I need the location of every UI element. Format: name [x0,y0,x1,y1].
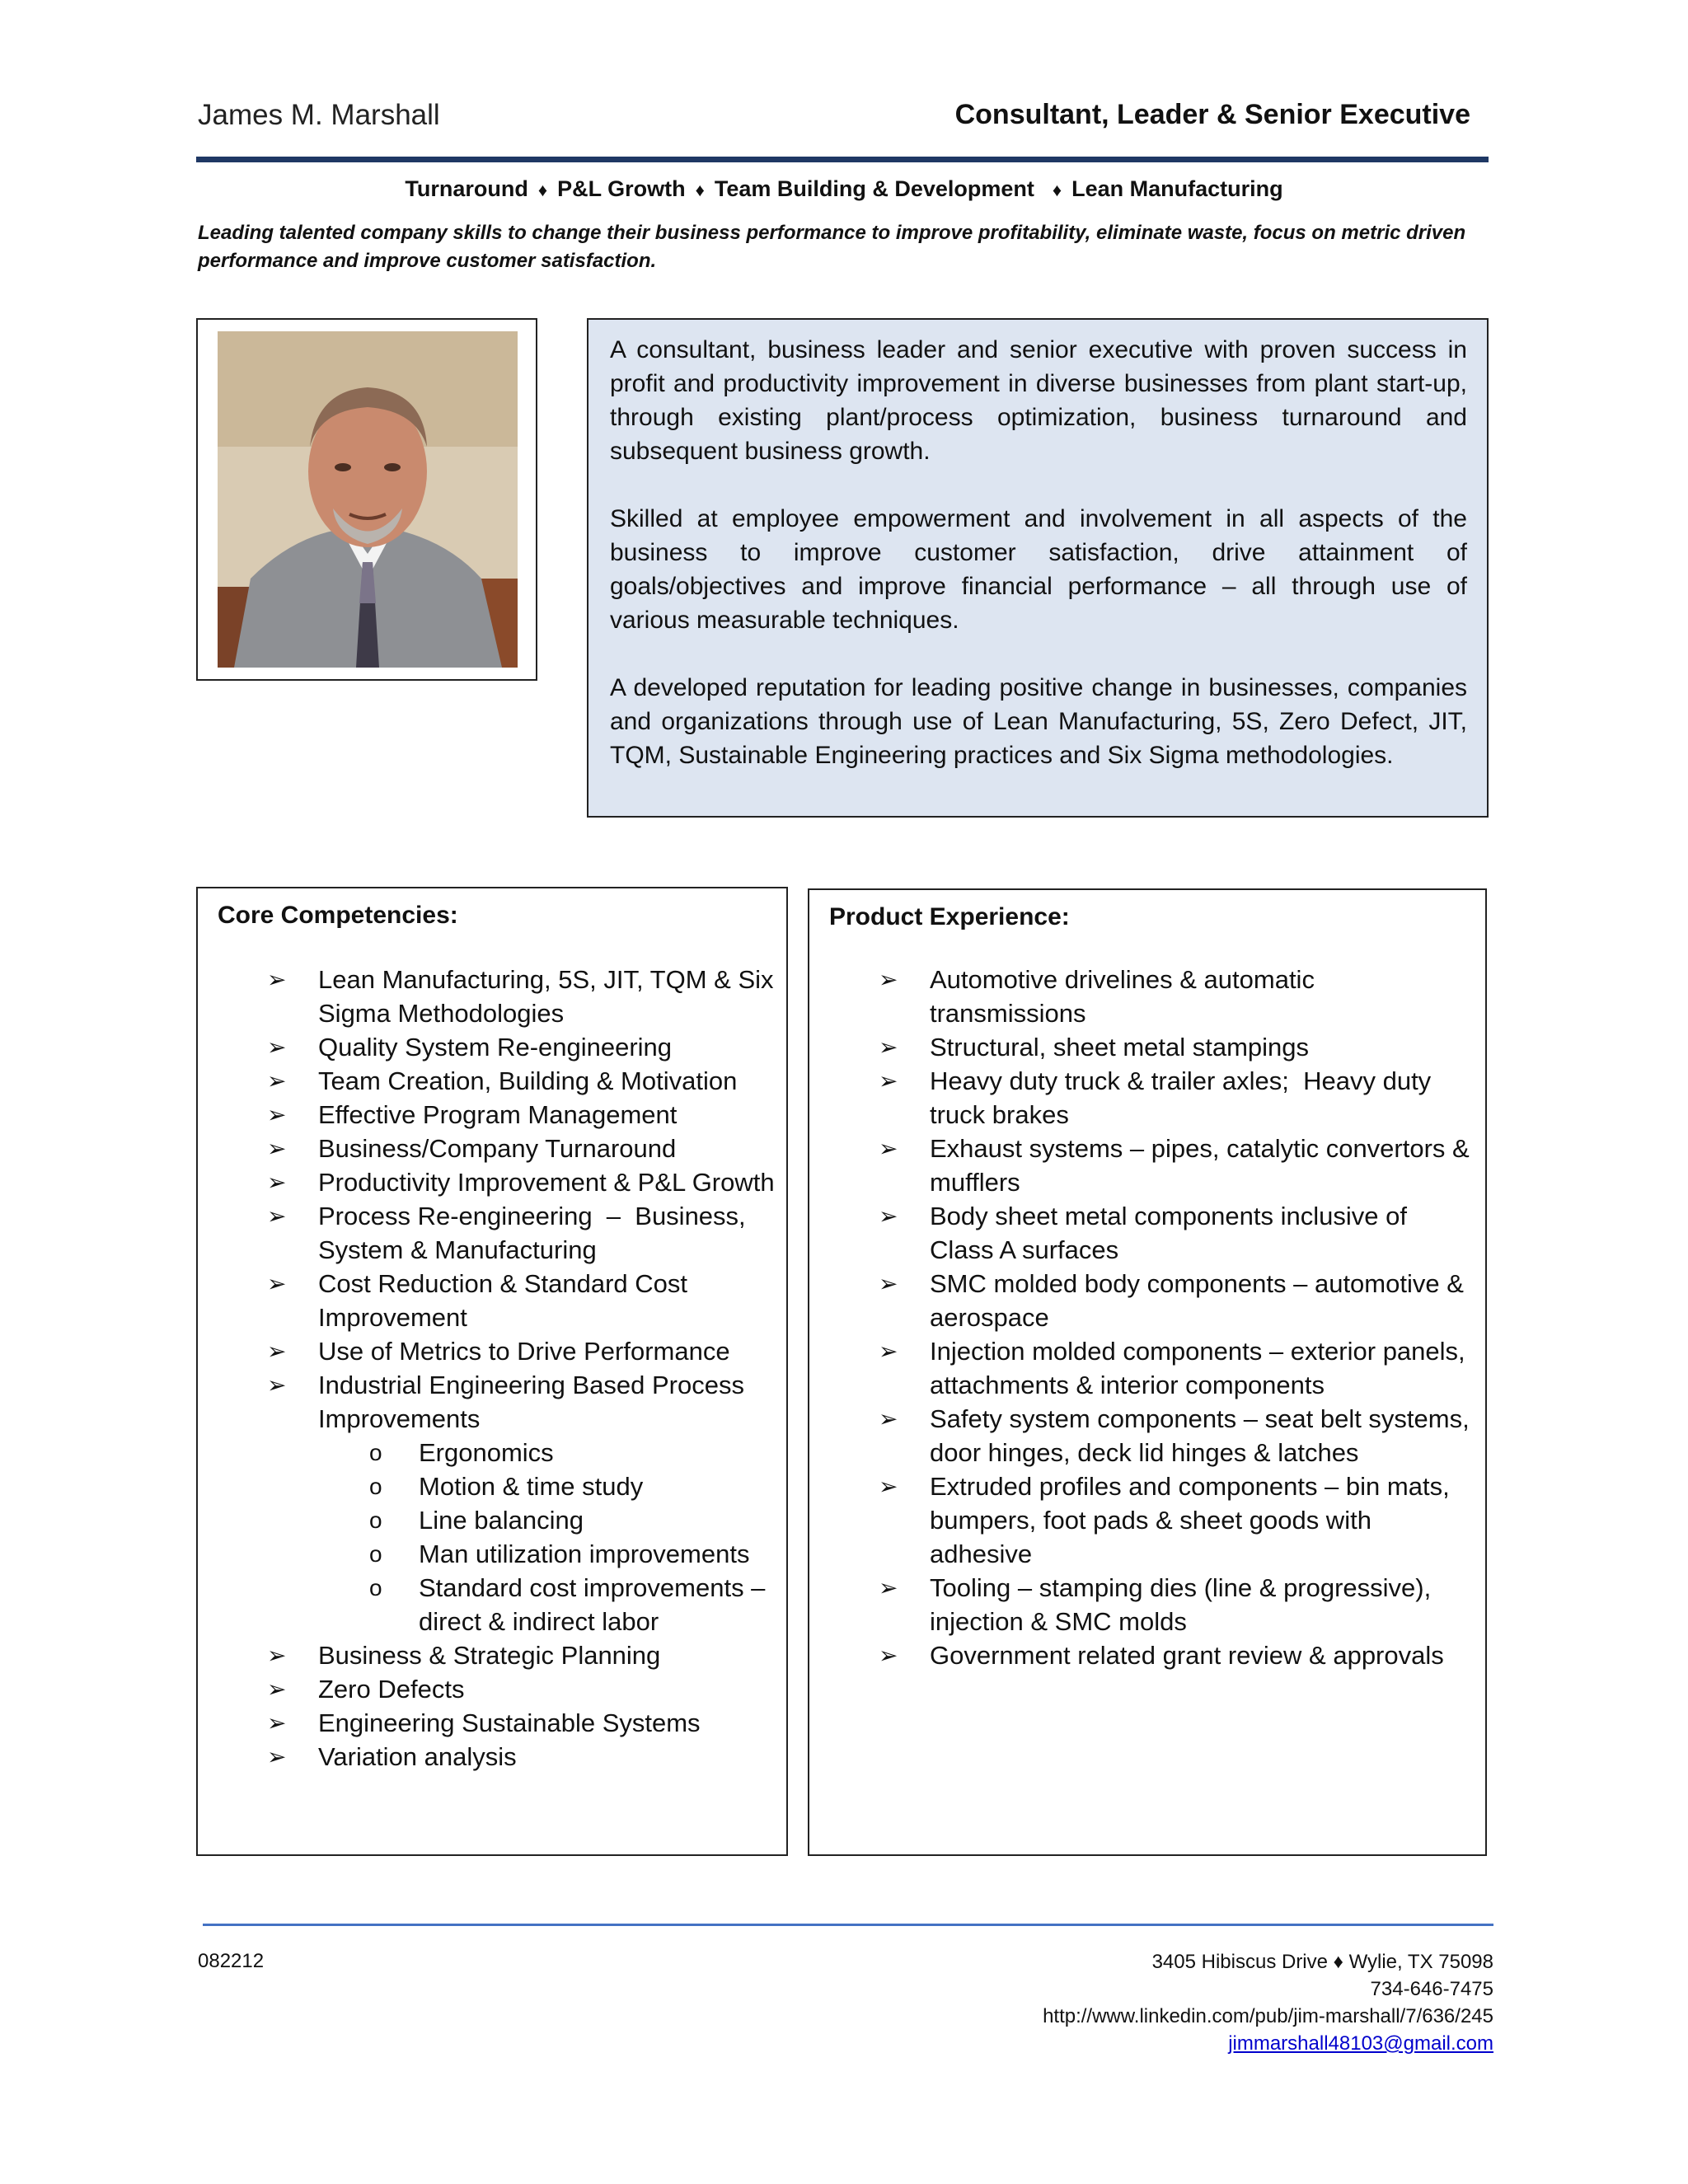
list-item: ➢ Cost Reduction & Standard Cost Improvement [267,1267,778,1334]
summary-paragraph: A consultant, business leader and senior executive with proven success in profit and productivity improvement in diverse businesses from plant start-up, through existing plant/process optimization, business turnaround and subsequent business growth. [610,336,1467,465]
ie-improvements-sublist [318,1436,778,1638]
arrowhead-bullet-icon: ➢ [879,967,898,992]
profile-photo [218,331,518,668]
arrowhead-bullet-icon: ➢ [879,1271,898,1296]
list-item: ➢ Extruded profiles and components – bin mats, bumpers, foot pads & sheet goods with adhesive [879,1469,1472,1571]
list-item: ➢ Engineering Sustainable Systems [267,1706,778,1740]
summary-paragraph: A developed reputation for leading positive change in businesses, companies and organizations through use of Lean Manufacturing, 5S, Zero Defect, JIT, TQM, Sustainable Engineering practices and Six Sigma methodologies. [610,674,1467,769]
list-item: ➢ Structural, sheet metal stampings [879,1030,1472,1064]
list-item: ➢ Heavy duty truck & trailer axles; Heavy duty truck brakes [879,1064,1472,1132]
phone-number: 734-646-7475 [1370,1978,1493,2000]
arrowhead-bullet-icon: ➢ [879,1575,898,1601]
sub-list-item: o Line balancing [368,1503,778,1537]
list-item: ➢ Lean Manufacturing, 5S, JIT, TQM & Six Sigma Methodologies [267,963,778,1030]
list-item: ➢ Safety system components – seat belt systems, door hinges, deck lid hinges & latches [879,1402,1472,1469]
core-competencies-heading: Core Competencies: [218,902,458,929]
arrowhead-bullet-icon: ➢ [879,1338,898,1364]
document-code: 082212 [198,1950,265,1972]
footer-divider [203,1924,1493,1926]
arrowhead-bullet-icon: ➢ [267,1643,287,1668]
arrowhead-bullet-icon: ➢ [267,1338,287,1364]
sub-list-item: o Man utilization improvements [368,1537,778,1571]
circle-bullet-icon: o [369,1440,382,1465]
linkedin-url: http://www.linkedin.com/pub/jim-marshall/7/636/245 [1043,2005,1493,2027]
list-item: ➢ Business & Strategic Planning [267,1638,778,1672]
arrowhead-bullet-icon: ➢ [267,1169,287,1195]
circle-bullet-icon: o [369,1507,382,1533]
list-item: ➢ Quality System Re-engineering [267,1030,778,1064]
core-competencies-section [196,887,788,1856]
diamond-separator-icon: ♦ [695,180,705,200]
diamond-separator-icon: ♦ [1052,180,1062,200]
list-item: ➢ Business/Company Turnaround [267,1132,778,1165]
list-item: ➢ Tooling – stamping dies (line & progressive), injection & SMC molds [879,1571,1472,1638]
professional-summary [587,318,1489,818]
sub-list-item: o Motion & time study [368,1469,778,1503]
list-item: ➢ Process Re-engineering – Business, System & Manufacturing [267,1199,778,1267]
sub-list-item: o Ergonomics [368,1436,778,1469]
tagline-item: P&L Growth [557,176,686,201]
circle-bullet-icon: o [369,1541,382,1567]
diamond-separator-icon: ♦ [537,180,548,200]
photo-frame [196,318,537,681]
list-item: ➢ Variation analysis [267,1740,778,1774]
arrowhead-bullet-icon: ➢ [879,1068,898,1094]
sub-list-item: o Standard cost improvements – direct & indirect labor [368,1571,778,1638]
list-item: ➢ Injection molded components – exterior panels, attachments & interior components [879,1334,1472,1402]
list-item: ➢ Team Creation, Building & Motivation [267,1064,778,1098]
circle-bullet-icon: o [369,1474,382,1499]
competencies-list [267,963,778,1774]
arrowhead-bullet-icon: ➢ [267,967,287,992]
arrowhead-bullet-icon: ➢ [879,1643,898,1668]
mission-statement: Leading talented company skills to change their business performance to improve profitability, eliminate waste, focus on metric driven performance and improve customer satisfaction. [198,222,1466,272]
list-item: ➢ Exhaust systems – pipes, catalytic convertors & mufflers [879,1132,1472,1199]
list-item: ➢ Body sheet metal components inclusive of Class A surfaces [879,1199,1472,1267]
list-item: ➢ Effective Program Management [267,1098,778,1132]
arrowhead-bullet-icon: ➢ [879,1203,898,1229]
product-experience-heading: Product Experience: [829,903,1070,930]
arrowhead-bullet-icon: ➢ [267,1744,287,1769]
arrowhead-bullet-icon: ➢ [879,1034,898,1060]
tagline-item: Turnaround [405,176,528,201]
tagline-item: Lean Manufacturing [1071,176,1283,201]
contact-info [1043,1948,1493,2057]
list-item: ➢ Automotive drivelines & automatic transmissions [879,963,1472,1030]
list-item: ➢ SMC molded body components – automotive & aerospace [879,1267,1472,1334]
arrowhead-bullet-icon: ➢ [267,1676,287,1702]
tagline-item: Team Building & Development [714,176,1034,201]
arrowhead-bullet-icon: ➢ [267,1034,287,1060]
arrowhead-bullet-icon: ➢ [267,1102,287,1127]
circle-bullet-icon: o [369,1575,382,1601]
arrowhead-bullet-icon: ➢ [267,1710,287,1736]
arrowhead-bullet-icon: ➢ [879,1474,898,1499]
arrowhead-bullet-icon: ➢ [267,1136,287,1161]
arrowhead-bullet-icon: ➢ [267,1068,287,1094]
header-divider [196,157,1489,162]
arrowhead-bullet-icon: ➢ [267,1203,287,1229]
list-item: ➢ Use of Metrics to Drive Performance [267,1334,778,1368]
arrowhead-bullet-icon: ➢ [267,1271,287,1296]
list-item: ➢ Industrial Engineering Based Process Improvements o Ergonomics o Motion & time study o Line balancing o Man utilization improvements o Standard cost improvements – direct & indirect labor [267,1368,778,1638]
product-experience-list [879,963,1472,1672]
arrowhead-bullet-icon: ➢ [879,1136,898,1161]
address: 3405 Hibiscus Drive ♦ Wylie, TX 75098 [1151,1951,1493,1973]
email-link[interactable]: jimmarshall48103@gmail.com [1228,2032,1493,2055]
list-item: ➢ Government related grant review & approvals [879,1638,1472,1672]
arrowhead-bullet-icon: ➢ [267,1372,287,1398]
summary-paragraph: Skilled at employee empowerment and involvement in all aspects of the business to improve customer satisfaction, drive attainment of goals/objectives and improve financial performance – all through use of various measurable techniques. [610,505,1467,634]
product-experience-section [808,888,1487,1856]
resume-title: Consultant, Leader & Senior Executive [954,99,1470,130]
portrait-icon [218,331,518,668]
tagline [0,176,1688,202]
resume-name: James M. Marshall [198,99,440,131]
list-item: ➢ Zero Defects [267,1672,778,1706]
arrowhead-bullet-icon: ➢ [879,1406,898,1432]
list-item: ➢ Productivity Improvement & P&L Growth [267,1165,778,1199]
